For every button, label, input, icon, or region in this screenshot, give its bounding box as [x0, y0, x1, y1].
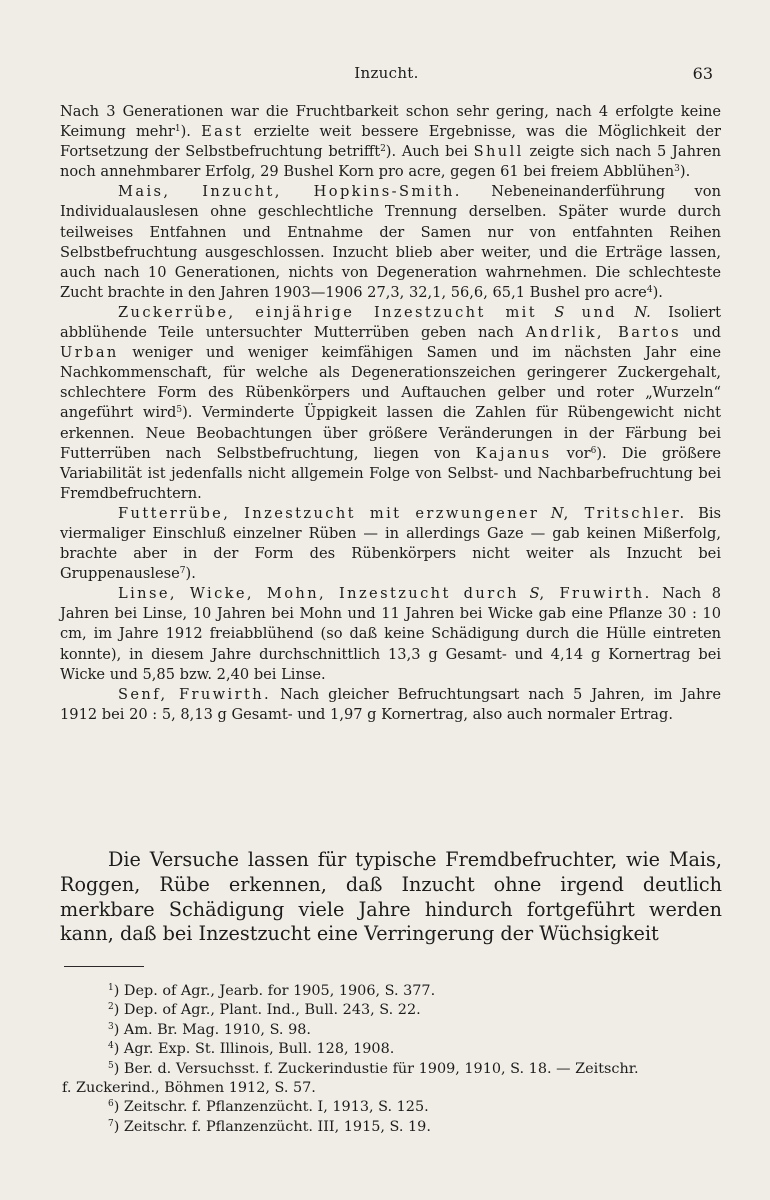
- author-shull: Shull: [473, 143, 524, 161]
- author-east: East: [201, 123, 244, 141]
- section-heading-mais: Mais, Inzucht, Hopkins-Smith.: [118, 183, 462, 201]
- paragraph-zuckerruebe: Zuckerrübe, einjährige Inzestzucht mit S und N. Isoliert abblühende Teile untersuchter Mutterrüben geben nach Andrlik, Bartos und Urban weniger und weniger keimfähigen Samen und im nächsten Jahr eine Nachkommenschaft, für welche als Degenerationszeichen geringerer Zuckergehalt, schlechtere Form des Rübenkörpers und Auftauchen gelber und roter „Wurzeln“ angeführt wird$^5$). Verminderte Üppigkeit lassen die Zahlen für Rübengewicht nicht erkennen. Neue Beobachtungen über größere Veränderungen in der Färbung bei Futterrüben nach Selbstbefruchtung, liegen von Kajanus vor$^6$). Die größere Variabilität ist jedenfalls nicht allgemein Folge von Selbst- und Nachbarbefruchtung bei Fremdbefruchtern.: [60, 303, 722, 502]
- section-heading-senf: Senf, Fruwirth.: [118, 685, 272, 703]
- paragraph-linse-wicke-mohn: Linse, Wicke, Mohn, Inzestzucht durch S, Fruwirth. Nach 8 Jahren bei Linse, 10 Jahren bei Mohn und 11 Jahren bei Wicke gab eine Pflanze 30 : 10 cm, im Jahre 1912 freiabblühend (so daß keine Schädigung durch die Hülle eintreten konnte), in diesem Jahre durchschnittlich 13,3 g Gesamt- und 4,14 g Kornertrag bei Wicke und 5,85 bzw. 2,40 bei Linse.: [60, 585, 721, 683]
- footnote-continuation: f. Zuckerind., Böhmen 1912, S. 57.: [62, 1080, 316, 1097]
- footnote: $^6$) Zeitschr. f. Pflanzenzücht. I, 1913, S. 125.: [108, 1099, 429, 1116]
- section-heading-linse: Linse, Wicke, Mohn, Inzestzucht durch: [118, 585, 519, 603]
- footnote-ref[interactable]: 5: [176, 405, 183, 416]
- footnote: $^2$) Dep. of Agr., Plant. Ind., Bull. 243, S. 22.: [108, 1002, 421, 1019]
- paragraph-mais: Mais, Inzucht, Hopkins-Smith. Nebeneinanderführung von Individualauslesen ohne geschlechtliche Trennung derselben. Später wurde durch teilweises Entfahnen und Entnahme der Samen nur von entfahnten Reihen Selbstbefruchtung ausgeschlossen. Inzucht blieb aber weiter, und die Erträge lassen, auch nach 10 Generationen, nichts von Degeneration wahrnehmen. Die schlechteste Zucht brachte in den Jahren 1903—1906 27,3, 32,1, 56,6, 65,1 Bushel pro acre$^4$).: [60, 183, 721, 301]
- running-title: Inzucht.: [354, 64, 419, 82]
- footnote: $^7$) Zeitschr. f. Pflanzenzücht. III, 1915, S. 19.: [108, 1118, 431, 1135]
- paragraph-senf: Senf, Fruwirth. Nach gleicher Befruchtungsart nach 5 Jahren, im Jahre 1912 bei 20 : 5, 8,13 g Gesamt- und 1,97 g Kornertrag, also auch normaler Ertrag.: [60, 685, 721, 723]
- running-head: [60, 64, 713, 86]
- footnote-ref[interactable]: 4: [646, 284, 653, 295]
- footnote-ref[interactable]: 1: [174, 124, 181, 135]
- author-andrlik-bartos: Andrlik, Bartos: [525, 324, 682, 342]
- page-number: 63: [692, 64, 713, 83]
- section-heading-zuckerruebe: Zuckerrübe, einjährige Inzestzucht mit: [118, 303, 538, 321]
- footnote-ref[interactable]: 2: [380, 144, 386, 155]
- footnote: $^1$) Dep. of Agr., Jearb. for 1905, 1906, S. 377.: [108, 983, 436, 999]
- summary-paragraph: Die Versuche lassen für typische Fremdbefruchter, wie Mais, Roggen, Rübe erkennen, daß Inzucht ohne irgend deutlich merkbare Schädigung viele Jahre hindurch fortgeführt werden kann, daß bei Inzestzucht eine Verringerung der Wüchsigkeit: [60, 848, 722, 946]
- footnote: $^5$) Ber. d. Versuchsst. f. Zuckerindustie für 1909, 1910, S. 18. — Zeitschr.: [108, 1060, 639, 1077]
- body-text: [60, 102, 721, 725]
- footnotes: [60, 982, 722, 1137]
- footnote: $^4$) Agr. Exp. St. Illinois, Bull. 128, 1908.: [108, 1041, 395, 1058]
- footnote: $^3$) Am. Br. Mag. 1910, S. 98.: [108, 1021, 311, 1038]
- footnote-ref[interactable]: 7: [179, 566, 186, 577]
- author-urban: Urban: [60, 344, 119, 362]
- paragraph-futterruebe: Futterrübe, Inzestzucht mit erzwungener N, Tritschler. Bis viermaliger Einschluß einzelner Rüben — in allerdings Gaze — gab keinen Mißerfolg, brachte aber in der Form des Rübenkörpers nicht weiter als Inzucht bei Gruppenauslese$^7$).: [60, 504, 722, 583]
- paragraph-generations: Nach 3 Generationen war die Fruchtbarkeit schon sehr gering, nach 4 erfolgte keine Keimung mehr$^1$). East erzielte weit bessere Ergebnisse, was die Möglichkeit der Fortsetzung der Selbstbefruchtung betrifft$^2$). Auch bei Shull zeigte sich nach 5 Jahren noch annehmbarer Erfolg, 29 Bushel Korn pro acre, gegen 61 bei freiem Abblühen$^3$).: [60, 103, 722, 181]
- section-heading-futterruebe: Futterrübe, Inzestzucht mit erzwungener: [118, 504, 540, 522]
- footnote-ref[interactable]: 6: [590, 445, 597, 456]
- footnote-divider: [64, 966, 144, 967]
- author-kajanus: Kajanus: [475, 444, 552, 462]
- footnote-ref[interactable]: 3: [674, 164, 680, 175]
